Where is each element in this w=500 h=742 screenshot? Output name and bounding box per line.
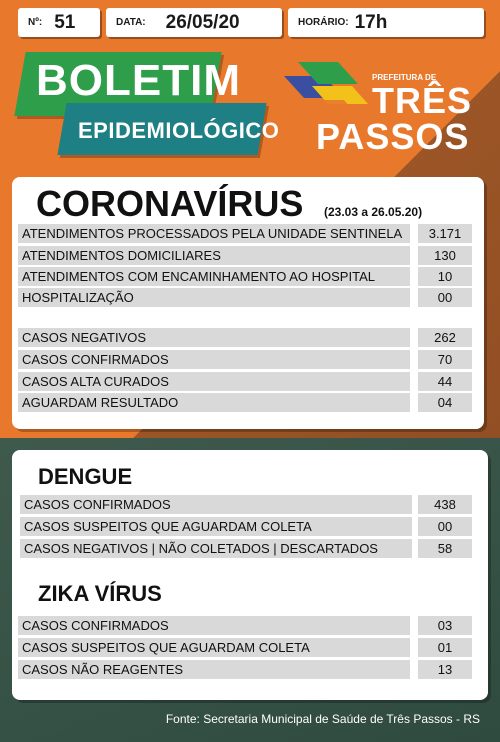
number-value: 51 xyxy=(54,11,76,33)
row-label: ATENDIMENTOS PROCESSADOS PELA UNIDADE SENTINELA xyxy=(18,224,410,243)
row-label: CASOS CONFIRMADOS xyxy=(18,350,410,369)
row-value: 70 xyxy=(418,350,472,369)
date-value: 26/05/20 xyxy=(165,11,240,33)
time-box xyxy=(288,8,484,37)
row-value: 01 xyxy=(418,638,472,657)
logo-city-line1: TRÊS xyxy=(372,80,473,121)
coronavirus-period: (23.03 a 26.05.20) xyxy=(324,205,423,219)
row-value: 04 xyxy=(418,393,472,412)
row-value: 00 xyxy=(418,517,472,536)
row-value: 10 xyxy=(418,267,472,286)
row-label: CASOS SUSPEITOS QUE AGUARDAM COLETA xyxy=(18,638,410,657)
row-value: 438 xyxy=(418,495,472,514)
row-label: CASOS CONFIRMADOS xyxy=(20,495,412,514)
row-value: 13 xyxy=(418,660,472,679)
row-value: 44 xyxy=(418,372,472,391)
row-value: 03 xyxy=(418,616,472,635)
banner-title: BOLETIM xyxy=(36,56,241,105)
dengue-zika-card xyxy=(12,450,488,700)
date-label: DATA: xyxy=(116,17,146,28)
source-footer: Fonte: Secretaria Municipal de Saúde de Três Passos - RS xyxy=(165,712,480,726)
row-value: 262 xyxy=(418,328,472,347)
number-box xyxy=(18,8,100,37)
row-label: ATENDIMENTOS COM ENCAMINHAMENTO AO HOSPITAL xyxy=(18,267,410,286)
row-label: CASOS CONFIRMADOS xyxy=(18,616,410,635)
row-label: CASOS NEGATIVOS | NÃO COLETADOS | DESCARTADOS xyxy=(20,539,412,558)
row-label: CASOS NÃO REAGENTES xyxy=(18,660,410,679)
row-label: AGUARDAM RESULTADO xyxy=(18,393,410,412)
row-label: CASOS SUSPEITOS QUE AGUARDAM COLETA xyxy=(20,517,412,536)
row-label: ATENDIMENTOS DOMICILIARES xyxy=(18,246,410,265)
row-value: 3.171 xyxy=(418,224,472,243)
row-value: 58 xyxy=(418,539,472,558)
row-label: HOSPITALIZAÇÃO xyxy=(18,288,410,307)
zika-title: ZIKA VÍRUS xyxy=(38,581,162,606)
banner-subtitle: EPIDEMIOLÓGICO xyxy=(78,118,280,143)
time-value: 17h xyxy=(354,11,388,33)
coronavirus-card xyxy=(12,177,484,429)
logo-prefix: PREFEITURA DE xyxy=(372,73,437,82)
date-box xyxy=(106,8,282,37)
coronavirus-title: CORONAVÍRUS xyxy=(36,183,304,224)
dengue-title: DENGUE xyxy=(38,464,133,489)
time-label: HORÁRIO: xyxy=(298,17,349,28)
row-value: 00 xyxy=(418,288,472,307)
logo-city-line2: PASSOS xyxy=(316,116,470,157)
row-label: CASOS NEGATIVOS xyxy=(18,328,410,347)
row-label: CASOS ALTA CURADOS xyxy=(18,372,410,391)
row-value: 130 xyxy=(418,246,472,265)
number-label: Nº: xyxy=(28,17,43,28)
